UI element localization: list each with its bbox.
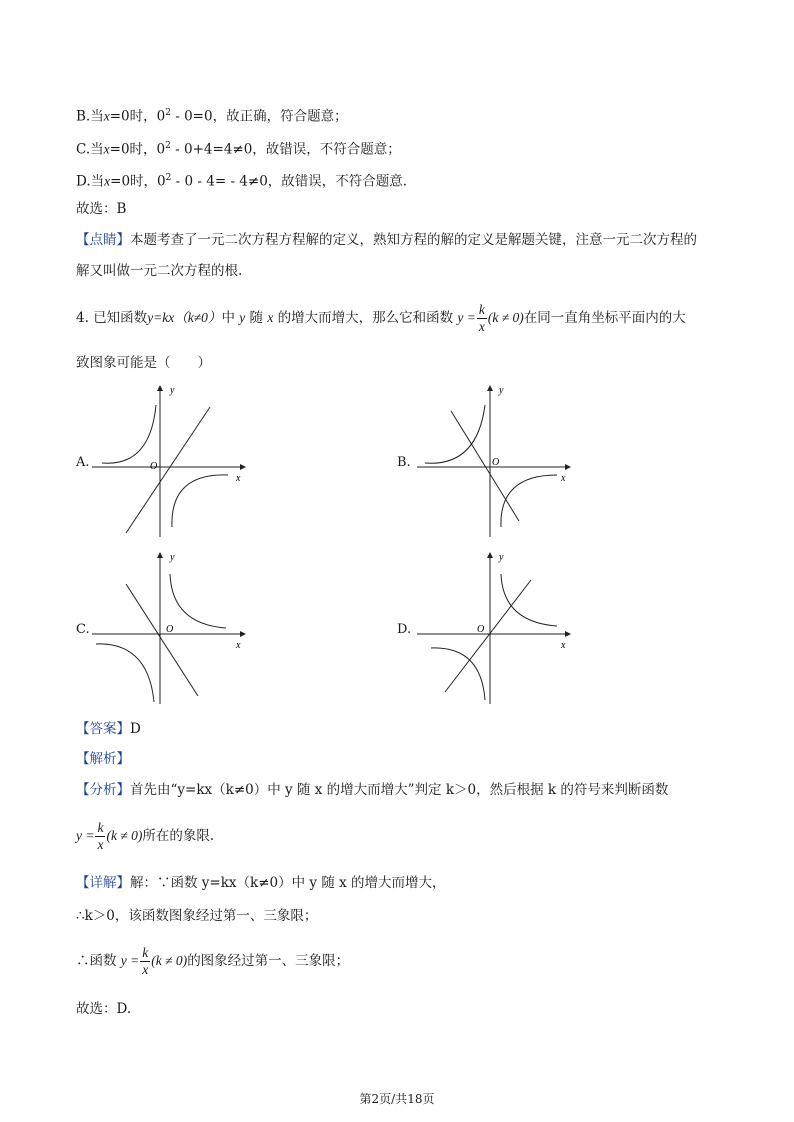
fraction-k-over-x: $\frac{k}{x}$ <box>142 945 149 977</box>
origin-label: O <box>166 624 174 635</box>
x-axis-label: x <box>236 473 241 484</box>
option-a-label: A. <box>76 455 90 470</box>
hyperbola-branch <box>501 475 557 527</box>
origin-label: O <box>150 461 158 472</box>
y-axis-arrow <box>157 385 163 391</box>
option-d-check: D.当x=0时，$0^2 - 0 - 4= - 4\ne 0$，故错误，不符合题意. <box>76 173 408 190</box>
y-axis-arrow <box>487 385 493 391</box>
answer-select-b: 故选：B <box>76 201 127 217</box>
option-c-label: C. <box>76 622 90 637</box>
option-b-check: B.当x=0时，$0^2 - 0=0$，故正确，符合题意； <box>76 108 348 125</box>
answer-select-d: 故选：D. <box>76 1001 132 1017</box>
fenxi-line-1: 【分析】首先由“y=kx（k≠0）中 y 随 x 的增大而增大”判定 k＞0，然后根据 k 的符号来判断函数 <box>76 782 669 798</box>
graph-option-d <box>415 552 575 707</box>
page-footer: 第2页/共18页 <box>359 1092 435 1106</box>
xiangjie-line-3: ∴函数 y = $\frac{k}{x}$ (k ≠ 0)的图象经过第一、三象限； <box>76 945 350 977</box>
dianjing-line-2: 解又叫做一元二次方程的根. <box>76 263 243 279</box>
hyperbola-branch <box>431 648 485 700</box>
x-axis-arrow <box>240 464 246 470</box>
fraction-k-over-x: $\frac{k}{x}$ <box>97 820 104 852</box>
x-axis-arrow <box>240 631 246 637</box>
x-axis-arrow <box>565 631 571 637</box>
hyperbola-branch <box>425 405 485 463</box>
question-4-line-2: 致图象可能是（ ） <box>76 355 211 371</box>
hyperbola-branch <box>102 405 156 463</box>
fenxi-line-2: y = $\frac{k}{x}$ (k ≠ 0)所在的象限. <box>76 820 215 852</box>
y-axis-label: y <box>170 385 175 396</box>
hyperbola-branch <box>96 644 154 702</box>
option-c-check: C.当x=0时，$0^2 - 0+4=4\ne 0$，故错误，不符合题意； <box>76 141 401 158</box>
line-y-kx <box>126 584 198 696</box>
line-y-kx <box>445 580 531 692</box>
y-axis-label: y <box>499 385 504 396</box>
x-axis-label: x <box>561 640 566 651</box>
xiangjie-tag: 【详解】 <box>76 875 130 891</box>
hyperbola-branch <box>170 574 226 628</box>
graph-option-a <box>90 385 250 540</box>
fenxi-tag: 【分析】 <box>76 782 130 798</box>
dianjing-tag: 【点睛】 <box>76 232 130 248</box>
x-axis-label: x <box>561 473 566 484</box>
x-axis-label: x <box>236 640 241 651</box>
xiangjie-line-2: ∴k＞0，该函数图象经过第一、三象限； <box>76 908 318 924</box>
hyperbola-branch <box>172 475 228 527</box>
line-y-kx <box>451 411 519 521</box>
origin-label: O <box>477 624 485 635</box>
question-4-line-1: 4. 已知函数y=kx（k≠0）中 y 随 x 的增大而增大，那么它和函数 y = $\frac{k}{x}$ (k ≠ 0)在同一直角坐标平面内的大 <box>76 302 686 334</box>
answer-line: 【答案】D <box>76 721 141 737</box>
xiangjie-line-1: 【详解】解：∵函数 y=kx（k≠0）中 y 随 x 的增大而增大， <box>76 875 446 891</box>
answer-tag: 【答案】 <box>76 721 130 737</box>
origin-label: O <box>492 457 500 468</box>
y-axis-arrow <box>487 552 493 558</box>
y-axis-label: y <box>170 552 175 563</box>
x-axis-arrow <box>565 464 571 470</box>
y-axis-arrow <box>157 552 163 558</box>
jiexi-line: 【解析】 <box>76 751 130 767</box>
option-b-label: B. <box>397 455 411 470</box>
fraction-k-over-x: $\frac{k}{x}$ <box>478 302 485 334</box>
option-d-label: D. <box>397 622 412 637</box>
y-axis-label: y <box>499 552 504 563</box>
graph-option-c <box>90 552 250 707</box>
line-y-kx <box>126 407 210 533</box>
dianjing-line-1: 【点睛】本题考查了一元二次方程方程解的定义，熟知方程的解的定义是解题关键，注意一元二次方程的 <box>76 232 697 248</box>
graph-option-b <box>415 385 575 540</box>
